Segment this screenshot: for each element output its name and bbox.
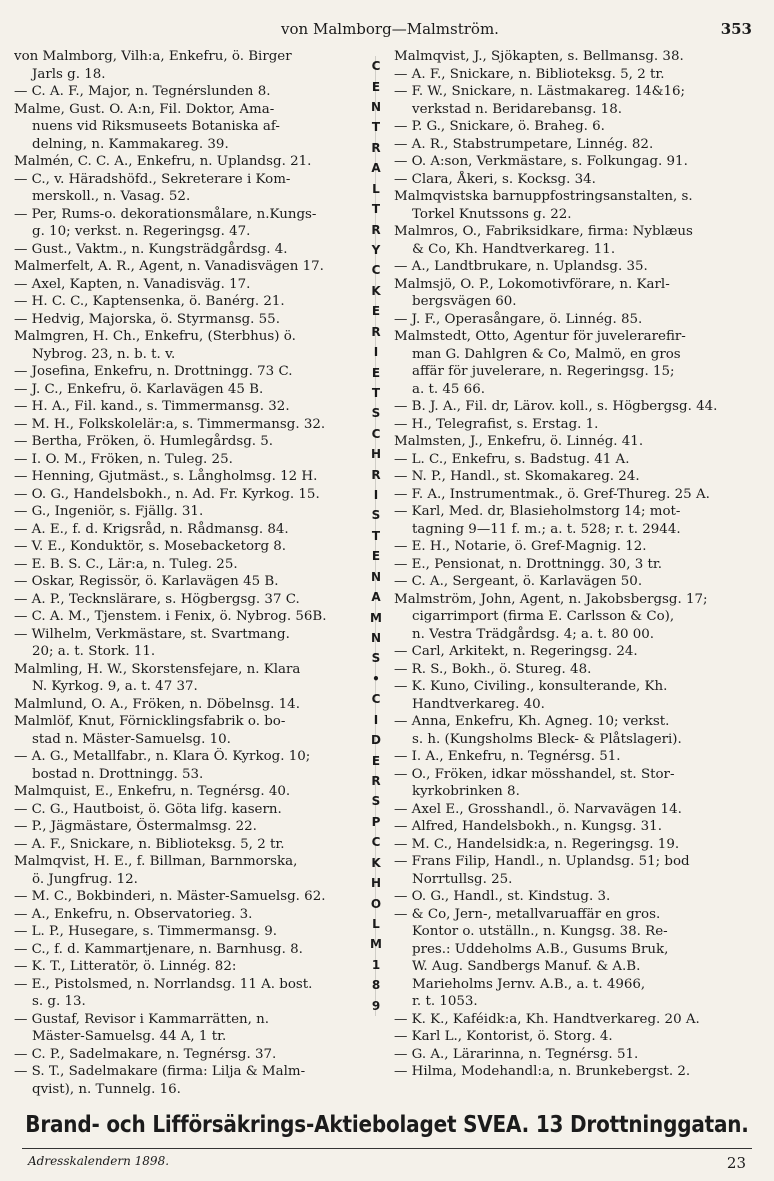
divider-letter: 8	[371, 978, 381, 993]
directory-entry: — M. C., Handelsidk:a, n. Regeringsg. 19.	[394, 836, 680, 852]
divider-letter: E	[371, 753, 381, 768]
divider-letter: S	[371, 794, 381, 809]
directory-entry: — K. Kuno, Civiling., konsulterande, Kh.	[394, 679, 668, 694]
divider-letter: L	[372, 181, 380, 196]
page-footer	[0, 1148, 774, 1176]
directory-entry: — Per, Rums-o. dekorationsmålare, n.Kungs-	[14, 206, 317, 222]
directory-entry: Malmström, John, Agent, n. Jakobsbergsg. 17;	[394, 591, 708, 607]
divider-letter: R	[371, 324, 381, 339]
directory-entry: — L. C., Enkefru, s. Badstug. 41 A.	[394, 451, 630, 467]
directory-entry: r. t. 1053.	[412, 994, 478, 1009]
directory-entry: — E., Pistolsmed, n. Norrlandsg. 11 A. bost.	[14, 976, 313, 992]
directory-entry: — Clara, Åkeri, s. Kocksg. 34.	[394, 171, 596, 187]
directory-entry: Malmstedt, Otto, Agentur för juvelerarefir-	[394, 329, 686, 344]
directory-entry: — Gustaf, Revisor i Kammarrätten, n.	[14, 1011, 270, 1027]
directory-entry: n. Vestra Trädgårdsg. 4; a. t. 80 00.	[412, 626, 655, 642]
directory-entry: delning, n. Kammakareg. 39.	[32, 136, 229, 152]
directory-entry: — K. T., Litteratör, ö. Linnég. 82:	[14, 959, 237, 974]
divider-letter: S	[371, 508, 381, 523]
directory-entry: bostad n. Drottningg. 53.	[32, 766, 204, 782]
directory-entry: — G. A., Lärarinna, n. Tegnérsg. 51.	[394, 1046, 639, 1062]
directory-entry: Malmqvistska barnuppfostringsanstalten, s.	[394, 189, 693, 204]
directory-entry: Jarls g. 18.	[32, 66, 106, 82]
directory-entry: — O. G., Handl., st. Kindstug. 3.	[394, 889, 611, 904]
directory-entry: — F. A., Instrumentmak., ö. Gref-Thureg. 25 A.	[394, 486, 710, 502]
directory-entry: — A., Enkefru, n. Observatorieg. 3.	[14, 906, 253, 922]
divider-letter: E	[371, 365, 381, 380]
left-column	[14, 48, 364, 1098]
divider-letter: N	[370, 100, 382, 115]
directory-entry: Torkel Knutssons g. 22.	[412, 206, 572, 222]
divider-rule	[373, 56, 379, 1016]
divider-letter: D	[371, 733, 381, 748]
directory-entry: verkstad n. Beridarebansg. 18.	[412, 101, 622, 117]
directory-entry: Malmquist, E., Enkefru, n. Tegnérsg. 40.	[14, 784, 291, 799]
directory-entry: — I. O. M., Fröken, n. Tuleg. 25.	[14, 451, 233, 467]
directory-entry: Norrtullsg. 25.	[412, 871, 513, 887]
directory-entry: g. 10; verkst. n. Regeringsg. 47.	[32, 224, 251, 239]
directory-entry: Malmsten, J., Enkefru, ö. Linnég. 41.	[394, 434, 644, 449]
divider-letter: E	[371, 549, 381, 564]
divider-letter: C	[371, 59, 381, 74]
directory-entry: — Wilhelm, Verkmästare, st. Svartmang.	[14, 626, 290, 642]
directory-entry: — Frans Filip, Handl., n. Uplandsg. 51; bod	[394, 854, 690, 869]
divider-letter: A	[371, 590, 381, 605]
directory-entry: — E. B. S. C., Lär:a, n. Tuleg. 25.	[14, 556, 238, 572]
divider-letter: L	[372, 916, 380, 931]
directory-entry: — P. G., Snickare, ö. Braheg. 6.	[394, 119, 605, 134]
directory-entry: — Hedvig, Majorska, ö. Styrmansg. 55.	[14, 311, 280, 327]
directory-entry: nuens vid Riksmuseets Botaniska af-	[32, 119, 280, 134]
directory-entry: Malme, Gust. O. A:n, Fil. Doktor, Ama-	[14, 101, 275, 117]
footer-sheet-number: 23	[726, 1154, 746, 1172]
directory-entry: ö. Jungfrug. 12.	[32, 871, 138, 887]
directory-entry: — V. E., Konduktör, s. Mosebacketorg 8.	[14, 539, 287, 554]
directory-entry: — F. W., Snickare, n. Lästmakareg. 14&16;	[394, 84, 686, 99]
directory-entry: — Alfred, Handelsbokh., n. Kungsg. 31.	[394, 819, 662, 834]
directory-entry: — G., Ingeniör, s. Fjällg. 31.	[14, 504, 204, 519]
directory-entry: 20; a. t. Stork. 11.	[32, 644, 156, 659]
directory-entry: — Oskar, Regissör, ö. Karlavägen 45 B.	[14, 574, 279, 589]
divider-letter: N	[370, 631, 382, 646]
directory-entry: — A. G., Metallfabr., n. Klara Ö. Kyrkog. 10;	[14, 749, 311, 764]
directory-entry: a. t. 45 66.	[412, 381, 485, 397]
directory-entry: — O., Fröken, idkar mösshandel, st. Stor-	[394, 766, 675, 782]
directory-entry: Malmqvist, H. E., f. Billman, Barnmorska,	[14, 854, 298, 869]
divider-letter: E	[371, 304, 381, 319]
directory-entry: — C., v. Häradshöfd., Sekreterare i Kom-	[14, 171, 291, 187]
directory-entry: — A. R., Stabstrumpetare, Linnég. 82.	[394, 136, 654, 152]
directory-entry: — O. G., Handelsbokh., n. Ad. Fr. Kyrkog. 15.	[14, 486, 320, 502]
directory-entry: — P., Jägmästare, Östermalmsg. 22.	[14, 819, 257, 834]
divider-letter: C	[371, 263, 381, 278]
divider-letter: H	[370, 876, 382, 891]
directory-entry: merskoll., n. Vasag. 52.	[32, 189, 191, 204]
directory-entry: kyrkobrinken 8.	[412, 784, 520, 799]
divider-letter: •	[372, 671, 380, 686]
divider-letter: N	[370, 569, 382, 584]
directory-entry: — M. C., Bokbinderi, n. Mäster-Samuelsg. 62.	[14, 889, 326, 904]
directory-entry: — A., Landtbrukare, n. Uplandsg. 35.	[394, 259, 648, 274]
directory-entry: Malmgren, H. Ch., Enkefru, (Sterbhus) ö.	[14, 329, 296, 344]
directory-entry: cigarrimport (firma E. Carlsson & Co),	[412, 609, 675, 624]
directory-entry: man G. Dahlgren & Co, Malmö, en gros	[412, 346, 681, 362]
divider-letter: K	[371, 855, 381, 870]
directory-entry: — K. K., Kaféidk:a, Kh. Handtverkareg. 20 A.	[394, 1011, 700, 1027]
directory-entry: — B. J. A., Fil. dr, Lärov. koll., s. Högbergsg. 44.	[394, 399, 718, 414]
directory-entry: — H. A., Fil. kand., s. Timmermansg. 32.	[14, 399, 290, 414]
right-column	[394, 48, 760, 1081]
directory-entry: qvist), n. Tunnelg. 16.	[32, 1081, 181, 1097]
directory-entry: Malmling, H. W., Skorstensfejare, n. Klara	[14, 661, 301, 677]
divider-letter: S	[371, 406, 381, 421]
directory-entry: Kontor o. utställn., n. Kungsg. 38. Re-	[412, 924, 668, 939]
directory-entry: — H. C. C., Kaptensenka, ö. Banérg. 21.	[14, 294, 285, 309]
directory-entry: — S. T., Sadelmakare (firma: Lilja & Malm-	[14, 1064, 306, 1079]
page-number: 353	[720, 20, 752, 38]
divider-letter: I	[373, 488, 379, 503]
directory-entry: — A. F., Snickare, n. Biblioteksg. 5, 2 tr.	[14, 836, 285, 852]
divider-letter: R	[371, 773, 381, 788]
directory-entry: & Co, Kh. Handtverkareg. 11.	[412, 241, 616, 257]
directory-entry: — C. A. F., Major, n. Tegnérslunden 8.	[14, 84, 271, 99]
divider-letter: I	[373, 712, 379, 727]
divider-letter: C	[371, 835, 381, 850]
directory-entry: — C. A., Sergeant, ö. Karlavägen 50.	[394, 574, 643, 589]
directory-entry: — C. G., Hautboist, ö. Göta lifg. kasern.	[14, 801, 282, 817]
directory-entry: — O. A:son, Verkmästare, s. Folkungag. 91.	[394, 154, 688, 169]
footer-publication: Adresskalendern 1898.	[28, 1154, 170, 1168]
directory-entry: Malmerfelt, A. R., Agent, n. Vanadisvägen 17.	[14, 259, 324, 274]
directory-entry: Malmén, C. C. A., Enkefru, n. Uplandsg. 21.	[14, 154, 312, 169]
divider-letter: P	[371, 814, 381, 829]
directory-entry: W. Aug. Sandbergs Manuf. & A.B.	[412, 959, 641, 974]
running-title: von Malmborg—Malmström.	[281, 20, 499, 38]
directory-entry: — & Co, Jern-, metallvaruaffär en gros.	[394, 906, 661, 922]
divider-letter: A	[371, 161, 381, 176]
directory-entry: — Axel E., Grosshandl., ö. Narvavägen 14.	[394, 801, 682, 817]
page-header	[0, 20, 774, 42]
directory-entry: Malmlund, O. A., Fröken, n. Döbelnsg. 14.	[14, 696, 300, 712]
divider-letter: T	[371, 385, 381, 400]
directory-entry: Handtverkareg. 40.	[412, 696, 545, 712]
directory-entry: — R. S., Bokh., ö. Stureg. 48.	[394, 661, 592, 677]
vertical-advert-divider	[364, 56, 388, 1016]
directory-entry: Mäster-Samuelsg. 44 A, 1 tr.	[32, 1029, 227, 1044]
directory-entry: — N. P., Handl., st. Skomakareg. 24.	[394, 469, 640, 484]
directory-entry: Marieholms Jernv. A.B., a. t. 4966,	[412, 976, 646, 992]
divider-letter: R	[371, 222, 381, 237]
directory-entry: — Karl, Med. dr, Blasieholmstorg 14; mot-	[394, 504, 681, 519]
directory-entry: affär för juvelerare, n. Regeringsg. 15;	[412, 364, 675, 379]
directory-entry: — Karl L., Kontorist, ö. Storg. 4.	[394, 1029, 613, 1044]
directory-entry: — Gust., Vaktm., n. Kungsträdgårdsg. 4.	[14, 241, 288, 257]
directory-entry: — E. H., Notarie, ö. Gref-Magnig. 12.	[394, 539, 647, 554]
directory-entry: — Anna, Enkefru, Kh. Agneg. 10; verkst.	[394, 714, 670, 729]
directory-entry: pres.: Uddeholms A.B., Gusums Bruk,	[412, 941, 669, 957]
divider-letter: T	[371, 120, 381, 135]
directory-entry: — Henning, Gjutmäst., s. Långholmsg. 12 H.	[14, 469, 318, 484]
divider-letter: R	[371, 467, 381, 482]
divider-letter: E	[371, 79, 381, 94]
divider-letter: Y	[371, 243, 381, 257]
directory-entry: Malmlöf, Knut, Förnicklingsfabrik o. bo-	[14, 714, 286, 729]
directory-entry: — A. E., f. d. Krigsråd, n. Rådmansg. 84.	[14, 521, 289, 537]
directory-entry: — A. F., Snickare, n. Biblioteksg. 5, 2 tr.	[394, 66, 665, 82]
footer-rule	[22, 1148, 752, 1149]
directory-entry: Malmqvist, J., Sjökapten, s. Bellmansg. 38.	[394, 49, 684, 64]
divider-letter: 9	[371, 998, 381, 1013]
divider-letter: C	[371, 426, 381, 441]
directory-entry: N. Kyrkog. 9, a. t. 47 37.	[32, 679, 198, 694]
divider-letter: I	[373, 345, 379, 360]
divider-letter: T	[371, 528, 381, 543]
advertisement-banner: Brand- och Lifförsäkrings-Aktiebolaget SVEA. 13 Drottninggatan.	[25, 1110, 749, 1138]
divider-letter: K	[371, 283, 381, 298]
directory-entry: — H., Telegrafist, s. Erstag. 1.	[394, 416, 599, 432]
directory-entry: bergsvägen 60.	[412, 294, 517, 309]
divider-letter: S	[371, 651, 381, 666]
directory-entry: — Josefina, Enkefru, n. Drottningg. 73 C.	[14, 364, 293, 379]
directory-entry: — A. P., Tecknslärare, s. Högbergsg. 37 C.	[14, 591, 300, 607]
directory-entry: — L. P., Husegare, s. Timmermansg. 9.	[14, 924, 277, 939]
divider-letter: T	[371, 202, 381, 217]
directory-entry: — Bertha, Fröken, ö. Humlegårdsg. 5.	[14, 434, 274, 449]
directory-entry: — J. F., Operasångare, ö. Linnég. 85.	[394, 311, 643, 327]
directory-entry: s. h. (Kungsholms Bleck- & Plåtslageri).	[412, 731, 682, 747]
divider-letter: R	[371, 140, 381, 155]
directory-entry: Malmsjö, O. P., Lokomotivförare, n. Karl-	[394, 276, 670, 292]
directory-entry: — C. P., Sadelmakare, n. Tegnérsg. 37.	[14, 1046, 277, 1062]
directory-entry: Malmros, O., Fabriksidkare, firma: Nyblæus	[394, 224, 693, 239]
divider-letter: C	[371, 692, 381, 707]
directory-entry: — I. A., Enkefru, n. Tegnérsg. 51.	[394, 749, 621, 764]
directory-entry: — Carl, Arkitekt, n. Regeringsg. 24.	[394, 644, 638, 659]
directory-entry: — J. C., Enkefru, ö. Karlavägen 45 B.	[14, 381, 264, 397]
directory-entry: — C., f. d. Kammartjenare, n. Barnhusg. 8.	[14, 941, 303, 957]
directory-entry: — E., Pensionat, n. Drottningg. 30, 3 tr.	[394, 556, 663, 572]
divider-letter: 1	[371, 957, 381, 972]
directory-entry: von Malmborg, Vilh:a, Enkefru, ö. Birger	[14, 49, 292, 64]
directory-entry: — Hilma, Modehandl:a, n. Brunkebergst. 2.	[394, 1064, 691, 1079]
directory-entry: — M. H., Folkskolelär:a, s. Timmermansg. 32.	[14, 416, 326, 432]
directory-entry: — Axel, Kapten, n. Vanadisväg. 17.	[14, 276, 251, 292]
divider-letter: M	[370, 610, 382, 625]
directory-entry: Nybrog. 23, n. b. t. v.	[32, 346, 176, 362]
directory-entry: — C. A. M., Tjenstem. i Fenix, ö. Nybrog. 56B.	[14, 609, 327, 624]
directory-entry: stad n. Mäster-Samuelsg. 10.	[32, 731, 231, 747]
divider-letter: H	[370, 447, 382, 462]
divider-letter: M	[370, 937, 382, 952]
directory-entry: s. g. 13.	[32, 994, 86, 1009]
divider-letter: O	[370, 896, 382, 911]
directory-entry: tagning 9—11 f. m.; a. t. 528; r. t. 2944.	[412, 521, 681, 537]
